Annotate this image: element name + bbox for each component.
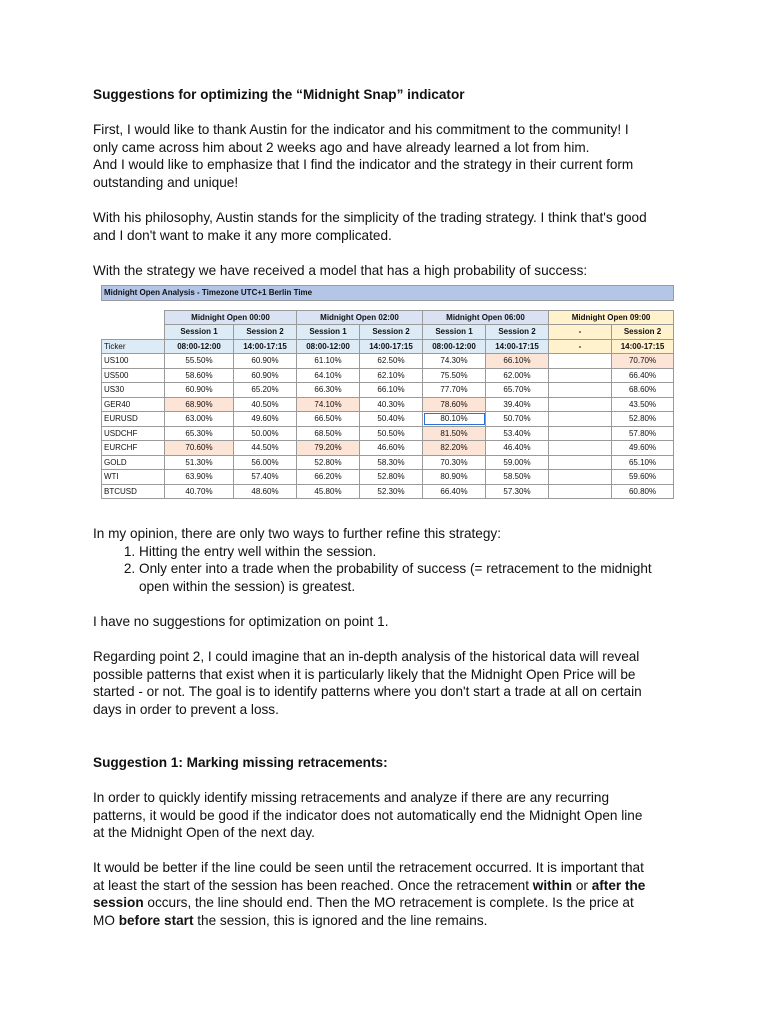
value-cell: 49.60%: [612, 441, 674, 456]
time-header: 14:00-17:15: [360, 339, 423, 354]
value-cell: 70.30%: [423, 455, 486, 470]
value-cell: 59.60%: [612, 470, 674, 485]
ticker-cell: US30: [102, 383, 165, 398]
value-cell: [549, 470, 612, 485]
value-cell: 52.80%: [297, 455, 360, 470]
group-header: Midnight Open 02:00: [297, 310, 423, 325]
value-cell: 52.80%: [612, 412, 674, 427]
value-cell: [549, 426, 612, 441]
table-row: [102, 397, 674, 412]
text-run: MO: [93, 913, 119, 929]
value-cell: 48.60%: [234, 484, 297, 499]
value-cell: 52.80%: [360, 470, 423, 485]
value-cell: 74.30%: [423, 354, 486, 369]
value-cell: 60.90%: [234, 354, 297, 369]
session-header: Session 1: [165, 325, 234, 340]
philosophy-line: and I don't want to make it any more complicated.: [93, 227, 392, 243]
point2-paragraph: [93, 648, 681, 718]
value-cell: 68.60%: [612, 383, 674, 398]
ticker-cell: US100: [102, 354, 165, 369]
point2-line: days in order to prevent a loss.: [93, 701, 279, 717]
bold-text: before start: [118, 913, 194, 929]
table-row: [102, 426, 674, 441]
value-cell: 66.30%: [297, 383, 360, 398]
value-cell: 58.60%: [165, 368, 234, 383]
value-cell: 55.50%: [165, 354, 234, 369]
table-row: [102, 441, 674, 456]
table-row: [102, 455, 674, 470]
value-cell: 51.30%: [165, 455, 234, 470]
value-cell: 65.30%: [165, 426, 234, 441]
value-cell: 81.50%: [423, 426, 486, 441]
value-cell: 68.50%: [297, 426, 360, 441]
value-cell: 53.40%: [486, 426, 549, 441]
table-row: [102, 368, 674, 383]
table-row: [102, 470, 674, 485]
session-header: Session 2: [234, 325, 297, 340]
time-header: 08:00-12:00: [423, 339, 486, 354]
value-cell: 64.10%: [297, 368, 360, 383]
group-header: Midnight Open 09:00: [549, 310, 674, 325]
value-cell: 68.90%: [165, 397, 234, 412]
value-cell: 66.10%: [486, 354, 549, 369]
value-cell: [549, 412, 612, 427]
table-row: [102, 354, 674, 369]
value-cell: 70.70%: [612, 354, 674, 369]
value-cell: 78.60%: [423, 397, 486, 412]
time-header: 14:00-17:15: [486, 339, 549, 354]
suggestion1-paragraph-2: [93, 859, 681, 929]
philosophy-paragraph: [93, 209, 681, 244]
value-cell: 57.80%: [612, 426, 674, 441]
value-cell: 66.50%: [297, 412, 360, 427]
value-cell: 39.40%: [486, 397, 549, 412]
value-cell: 58.50%: [486, 470, 549, 485]
table-title: Midnight Open Analysis - Timezone UTC+1 Berlin Time: [102, 286, 674, 301]
value-cell: [549, 354, 612, 369]
session-header: Session 2: [360, 325, 423, 340]
value-cell: 63.00%: [165, 412, 234, 427]
session-header: Session 2: [486, 325, 549, 340]
value-cell: 61.10%: [297, 354, 360, 369]
text-run: the session, this is ignored and the line remains.: [193, 913, 488, 929]
document-title: Suggestions for optimizing the “Midnight Snap” indicator: [93, 87, 465, 102]
value-cell: 45.80%: [297, 484, 360, 499]
value-cell: 66.40%: [612, 368, 674, 383]
s1p2-line: [93, 877, 681, 895]
value-cell: 58.30%: [360, 455, 423, 470]
value-cell: 52.30%: [360, 484, 423, 499]
s1p2-line: [93, 912, 681, 930]
table-body: [102, 354, 674, 499]
bold-text: after the: [591, 877, 646, 893]
bold-text: session: [93, 895, 144, 911]
intro-line: only came across him about 2 weeks ago and have already learned a lot from him.: [93, 139, 590, 155]
ticker-cell: GOLD: [102, 455, 165, 470]
point2-line: possible patterns that exist when it is particularly likely that the Midnight Open Price will be: [93, 666, 636, 682]
text-run: at least the start of the session has been reached. Once the retracement: [93, 877, 533, 893]
value-cell: 59.00%: [486, 455, 549, 470]
value-cell: 62.10%: [360, 368, 423, 383]
value-cell: 63.90%: [165, 470, 234, 485]
value-cell: 66.20%: [297, 470, 360, 485]
value-cell: 65.10%: [612, 455, 674, 470]
table-row: [102, 412, 674, 427]
refine-lead: In my opinion, there are only two ways to further refine this strategy:: [93, 526, 502, 541]
value-cell: 80.10%: [423, 412, 486, 427]
value-cell: 57.40%: [234, 470, 297, 485]
value-cell: 66.40%: [423, 484, 486, 499]
time-header: 08:00-12:00: [165, 339, 234, 354]
ticker-cell: EURCHF: [102, 441, 165, 456]
intro-paragraph: [93, 121, 681, 191]
no-suggestions-line: I have no suggestions for optimization on point 1.: [93, 613, 389, 629]
table-row: [102, 383, 674, 398]
group-header: Midnight Open 00:00: [165, 310, 297, 325]
value-cell: 43.50%: [612, 397, 674, 412]
analysis-table-image: [101, 285, 672, 499]
s1p1-line: at the Midnight Open of the next day.: [93, 825, 315, 841]
time-header: 14:00-17:15: [612, 339, 674, 354]
ticker-cell: WTI: [102, 470, 165, 485]
value-cell: 46.40%: [486, 441, 549, 456]
value-cell: 65.20%: [234, 383, 297, 398]
ticker-cell: US500: [102, 368, 165, 383]
s1p2-line: It would be better if the line could be seen until the retracement occurred. It is important that: [93, 860, 644, 876]
value-cell: 60.80%: [612, 484, 674, 499]
intro-line: outstanding and unique!: [93, 174, 239, 190]
suggestion1-paragraph-1: [93, 789, 681, 842]
text-run: occurs, the line should end. Then the MO retracement is complete. Is the price at: [143, 895, 634, 911]
philosophy-line: With his philosophy, Austin stands for the simplicity of the trading strategy. I think that's good: [93, 210, 647, 226]
value-cell: 50.40%: [360, 412, 423, 427]
value-cell: 66.10%: [360, 383, 423, 398]
value-cell: 57.30%: [486, 484, 549, 499]
value-cell: 79.20%: [297, 441, 360, 456]
session-header: Session 2: [612, 325, 674, 340]
point2-line: Regarding point 2, I could imagine that an in-depth analysis of the historical data will reveal: [93, 649, 640, 665]
intro-line: First, I would like to thank Austin for the indicator and his commitment to the community! I: [93, 122, 629, 138]
value-cell: 80.90%: [423, 470, 486, 485]
model-line: With the strategy we have received a model that has a high probability of success:: [93, 262, 588, 278]
session-header: Session 1: [423, 325, 486, 340]
group-header: Midnight Open 06:00: [423, 310, 549, 325]
value-cell: [549, 368, 612, 383]
s1p1-line: In order to quickly identify missing retracements and analyze if there are any recurring: [93, 789, 610, 805]
ticker-cell: BTCUSD: [102, 484, 165, 499]
value-cell: 77.70%: [423, 383, 486, 398]
time-header: -: [549, 339, 612, 354]
s1p1-line: patterns, it would be good if the indicator does not automatically end the Midnight Open line: [93, 807, 643, 823]
value-cell: [549, 441, 612, 456]
value-cell: 56.00%: [234, 455, 297, 470]
ticker-cell: GER40: [102, 397, 165, 412]
value-cell: 49.60%: [234, 412, 297, 427]
value-cell: 46.60%: [360, 441, 423, 456]
ticker-cell: USDCHF: [102, 426, 165, 441]
value-cell: 50.70%: [486, 412, 549, 427]
session-header: -: [549, 325, 612, 340]
document-body: [93, 86, 681, 297]
bold-text: within: [532, 877, 573, 893]
list-item-text: open within the session) is greatest.: [139, 578, 356, 594]
analysis-table: [101, 285, 674, 499]
value-cell: 40.30%: [360, 397, 423, 412]
value-cell: 50.00%: [234, 426, 297, 441]
ticker-cell: EURUSD: [102, 412, 165, 427]
value-cell: [549, 383, 612, 398]
list-item-text: Hitting the entry well within the session.: [139, 543, 377, 559]
value-cell: 60.90%: [234, 368, 297, 383]
ticker-header: Ticker: [102, 339, 165, 354]
value-cell: 44.50%: [234, 441, 297, 456]
intro-line: And I would like to emphasize that I find the indicator and the strategy in their current form: [93, 157, 634, 173]
value-cell: 40.70%: [165, 484, 234, 499]
value-cell: 62.00%: [486, 368, 549, 383]
list-item-text: 2. Only enter into a trade when the probability of success (= retracement to the midnight: [139, 561, 652, 577]
list-item: [139, 560, 681, 595]
refine-list: [93, 543, 681, 596]
value-cell: 70.60%: [165, 441, 234, 456]
time-header: 14:00-17:15: [234, 339, 297, 354]
time-header: 08:00-12:00: [297, 339, 360, 354]
suggestion1-heading: Suggestion 1: Marking missing retracements:: [93, 754, 388, 770]
value-cell: [549, 455, 612, 470]
value-cell: [549, 484, 612, 499]
table-row: [102, 484, 674, 499]
document-body-continued: [93, 525, 681, 947]
value-cell: 74.10%: [297, 397, 360, 412]
value-cell: 40.50%: [234, 397, 297, 412]
value-cell: 65.70%: [486, 383, 549, 398]
session-header: Session 1: [297, 325, 360, 340]
text-run: or: [572, 877, 592, 893]
value-cell: 50.50%: [360, 426, 423, 441]
list-item: [139, 543, 681, 561]
point2-line: started - or not. The goal is to identify patterns where you don't start a trade at all on certain: [93, 684, 642, 700]
value-cell: [549, 397, 612, 412]
value-cell: 82.20%: [423, 441, 486, 456]
value-cell: 75.50%: [423, 368, 486, 383]
s1p2-line: [93, 894, 681, 912]
value-cell: 62.50%: [360, 354, 423, 369]
value-cell: 60.90%: [165, 383, 234, 398]
